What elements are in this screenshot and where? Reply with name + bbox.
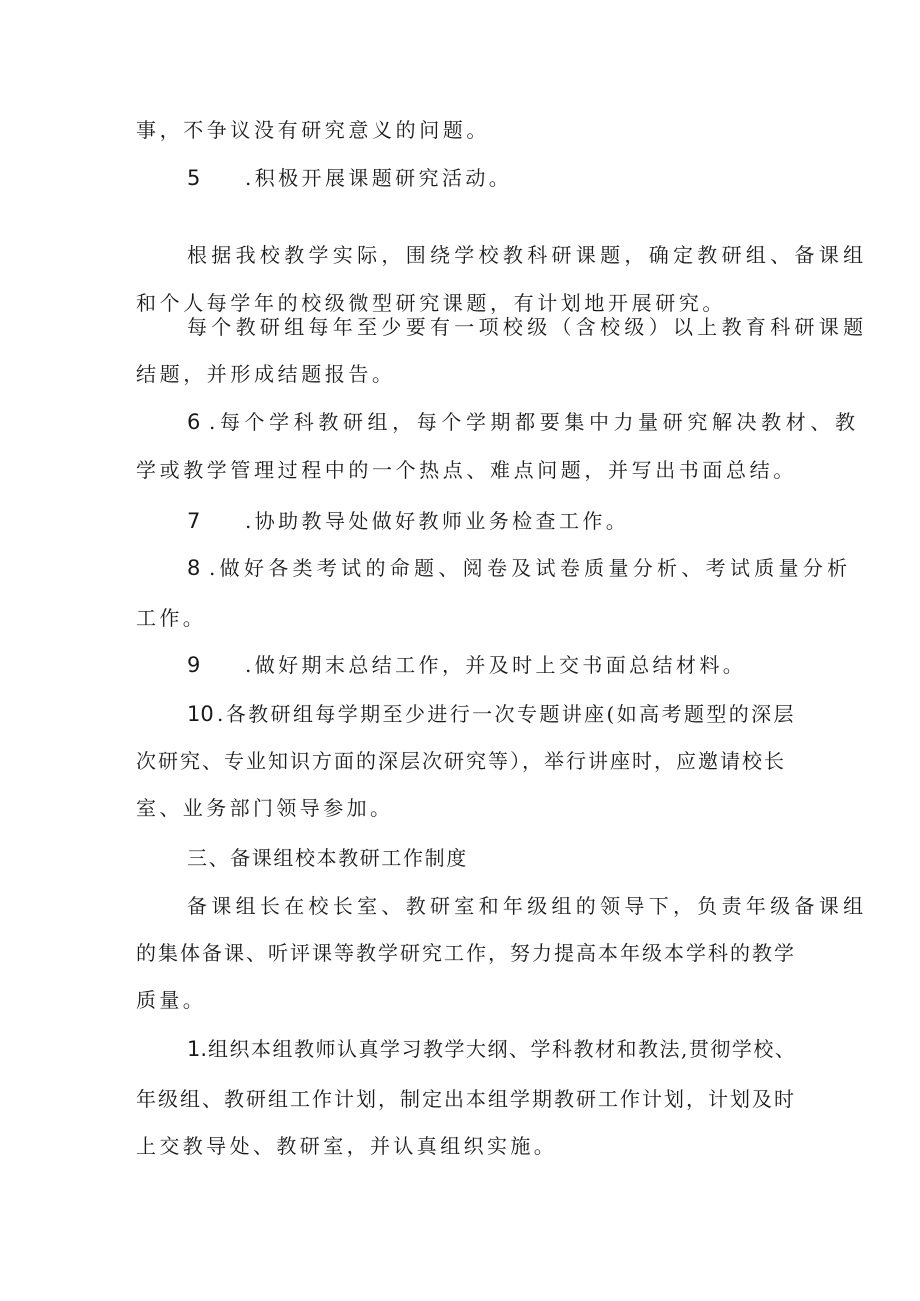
paragraph-line: 室、业务部门领导参加。	[136, 796, 394, 820]
paragraph-line: 备课组长在校长室、教研室和年级组的领导下，负责年级备课组	[187, 894, 868, 918]
list-item-7	[187, 506, 629, 536]
item-number: 1.	[187, 1037, 208, 1061]
paragraph-line: 根据我校教学实际，围绕学校教科研课题，确定教研组、备课组	[187, 243, 868, 267]
item-text: .协助教导处做好教师业务检查工作。	[245, 509, 630, 533]
section-heading: 三、备课组校本教研工作制度	[187, 846, 468, 870]
paragraph-line: 结题，并形成结题报告。	[136, 362, 396, 386]
paragraph-line: 上交教导处、教研室，并认真组织实施。	[136, 1134, 558, 1158]
paragraph-line: 工作。	[136, 606, 207, 630]
list-item-6	[187, 407, 860, 437]
item-number: 8	[187, 556, 201, 580]
list-item-9	[187, 650, 746, 680]
item-number: 7	[187, 509, 201, 533]
item-text: .每个学科教研组，每个学期都要集中力量研究解决教材、教	[209, 410, 860, 434]
paragraph-line: 和个人每学年的校级微型研究课题，有计划地开展研究。	[136, 291, 726, 315]
list-item-5	[187, 163, 512, 193]
item-text: .做好期末总结工作，并及时上交书面总结材料。	[245, 653, 747, 677]
list-item-10	[187, 699, 796, 729]
item-number: 6	[187, 410, 201, 434]
item-number: 5	[187, 166, 201, 190]
list-item-1	[187, 1034, 796, 1064]
item-number: 10	[187, 702, 214, 726]
item-number: 9	[187, 653, 201, 677]
paragraph-line: 年级组、教研组工作计划，制定出本组学期教研工作计划，计划及时	[136, 1087, 796, 1111]
paragraph-line: 事，不争议没有研究意义的问题。	[136, 118, 490, 142]
item-text: .积极开展课题研究活动。	[245, 166, 513, 190]
paragraph-line: 次研究、专业知识方面的深层次研究等），举行讲座时，应邀请校长	[136, 749, 786, 773]
paragraph-line: 学或教学管理过程中的一个热点、难点问题，并写出书面总结。	[136, 458, 797, 482]
paragraph-line: 的集体备课、听评课等教学研究工作，努力提高本年级本学科的教学	[136, 941, 796, 965]
item-text: .做好各类考试的命题、阅卷及试卷质量分析、考试质量分析	[209, 556, 852, 580]
item-text: 组织本组教师认真学习教学大纲、学科教材和教法,贯彻学校、	[208, 1037, 797, 1061]
item-text: .各教研组每学期至少进行一次专题讲座(如高考题型的深层	[217, 702, 796, 726]
paragraph-line: 每个教研组每年至少要有一项校级（含校级）以上教育科研课题	[187, 315, 868, 339]
paragraph-line: 质量。	[136, 988, 207, 1012]
list-item-8	[187, 553, 851, 583]
